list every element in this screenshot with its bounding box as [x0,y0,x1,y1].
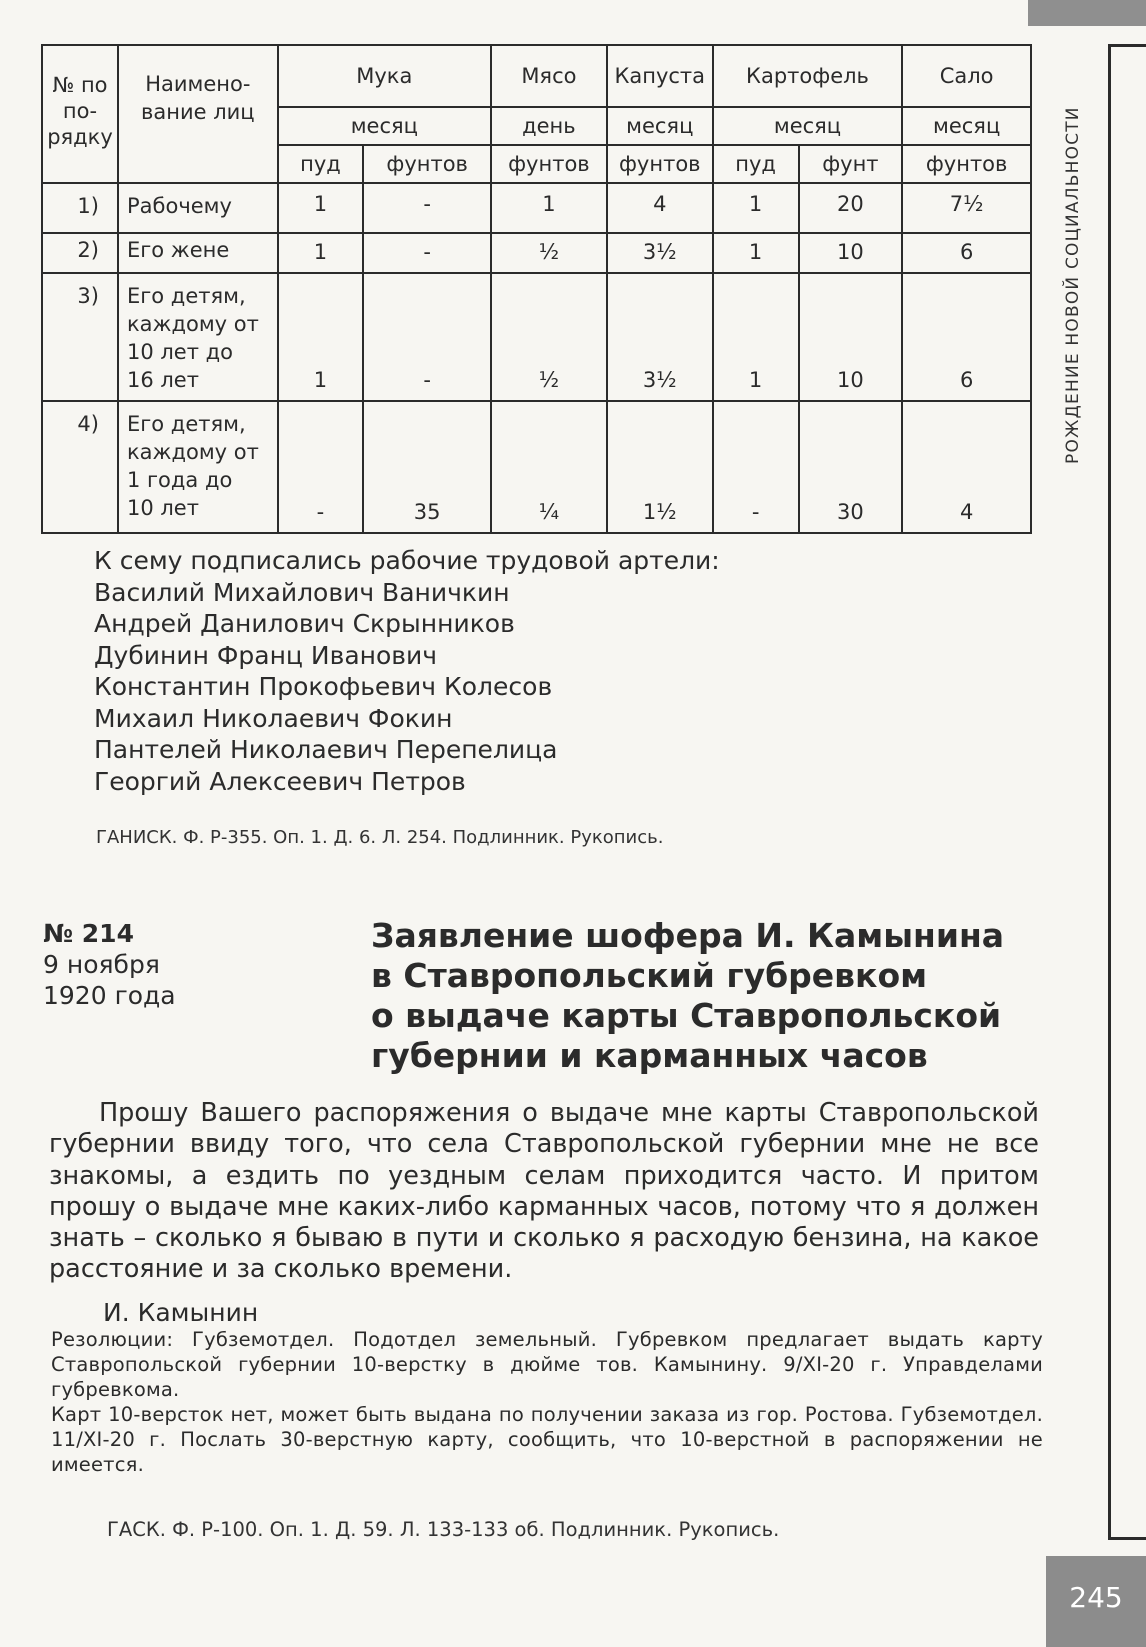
cell: 4 [607,183,713,233]
signatory-name: Михаил Николаевич Фокин [94,703,453,733]
signatures-intro: К сему подписались рабочие трудовой артели: [94,546,720,575]
document-title-line: в Ставропольский губревком [371,956,928,995]
header-unit: фунтов [363,145,491,183]
body-paragraph: Прошу Вашего распоряжения о выдаче мне карты Ставропольской губернии ввиду того, что села Ставропольской губернии мне не все знакомы, а ездить по уездным селам приходится часто. И притом прошу о выдаче мне каких-либо карманных часов, потому что я должен знать – сколько я бываю в пути и сколько я расходую бензина, на какое расстояние и за сколько времени. [49,1098,1039,1285]
document-date: 9 ноября [43,950,160,979]
header-unit: фунт [799,145,903,183]
side-frame [1108,44,1146,1540]
row-num: 2) [42,233,118,273]
row-name-line: 10 лет [126,496,199,520]
header-period: месяц [278,107,491,145]
cell: 30 [799,401,903,533]
document-year: 1920 года [43,981,176,1010]
document-signer: И. Камынин [103,1298,259,1327]
table-row [42,401,1031,533]
header-period: месяц [607,107,713,145]
cell: 1½ [607,401,713,533]
document-number-text: № 214 [43,919,134,948]
ration-table [41,44,1032,534]
signatory-name: Василий Михайлович Ваничкин [94,577,510,607]
document-title-line: губернии и карманных часов [371,1036,928,1075]
resolutions [51,1327,1043,1477]
cell: - [363,233,491,273]
document-number [43,918,176,949]
header-period: месяц [713,107,903,145]
header-name-line: Наимено- [145,72,251,96]
header-name [118,45,278,183]
table-row [42,273,1031,401]
header-period: месяц [902,107,1031,145]
cell: 35 [363,401,491,533]
signatory-name: Константин Прокофьевич Колесов [94,672,553,701]
table-row [42,183,1031,233]
signatory-name: Пантелей Николаевич Перепелица [94,735,558,764]
header-unit: пуд [713,145,799,183]
cell: 3½ [607,233,713,273]
header-unit: пуд [278,145,364,183]
cell: 7½ [902,183,1031,233]
row-name [118,401,278,533]
row-name-line: 1 года до [126,468,233,492]
header-name-line: вание лиц [141,100,255,124]
cell: 1 [278,183,364,233]
header-product: Капуста [607,45,713,107]
signatory-name: Андрей Данилович Скрынников [94,609,515,638]
row-num: 4) [42,401,118,533]
archive-source: ГАСК. Ф. Р-100. Оп. 1. Д. 59. Л. 133-133 об. Подлинник. Рукопись. [107,1518,780,1541]
header-product: Сало [902,45,1031,107]
header-num-line: рядку [47,125,113,149]
cell: ¼ [491,401,607,533]
row-num: 3) [42,273,118,401]
row-name-line: Его детям, [126,412,246,436]
cell: 10 [799,233,903,273]
document-title-line: Заявление шофера И. Камынина [371,916,1005,955]
cell: 6 [902,233,1031,273]
signatory-name: Дубинин Франц Иванович [94,640,438,670]
cell: 1 [713,183,799,233]
row-name-line: Его детям, [126,284,246,308]
header-product: Мясо [491,45,607,107]
row-name [118,183,278,233]
running-head: РОЖДЕНИЕ НОВОЙ СОЦИАЛЬНОСТИ [1063,106,1083,464]
resolution-paragraph: Карт 10-версток нет, может быть выдана по получении заказа из гор. Ростова. Губземотдел. 11/XI-20 г. Послать 30-верстную карту, сообщить, что 10-верстной в распоряжении не имеется. [51,1403,1043,1476]
cell: - [363,183,491,233]
header-product: Мука [278,45,491,107]
cell: 20 [799,183,903,233]
page-number: 245 [1046,1556,1146,1647]
row-num: 1) [42,183,118,233]
row-name-line: 16 лет [126,368,199,392]
table-row [42,233,1031,273]
archive-source: ГАНИСК. Ф. Р-355. Оп. 1. Д. 6. Л. 254. Подлинник. Рукопись. [96,827,664,848]
signatures-block [94,545,720,797]
header-product: Картофель [713,45,903,107]
row-name-line: 10 лет до [126,340,233,364]
document-title [371,916,1031,1076]
cell: 1 [713,233,799,273]
cell: 1 [491,183,607,233]
cell: ½ [491,273,607,401]
row-name [118,273,278,401]
header-num [42,45,118,183]
cell: 6 [902,273,1031,401]
cell: 4 [902,401,1031,533]
cell: 1 [278,233,364,273]
resolution-paragraph: Резолюции: Губземотдел. Подотдел земельный. Губревком предлагает выдать карту Ставропольской губернии 10-верстку в дюйме тов. Камынину. 9/XI-20 г. Управделами губревкома. [51,1328,1043,1401]
cell: 3½ [607,273,713,401]
header-num-line: по- [62,99,98,123]
header-num-line: № по [52,73,108,97]
cell: - [278,401,364,533]
header-unit: фунтов [491,145,607,183]
row-name-line: каждому от [126,440,259,464]
header-unit: фунтов [902,145,1031,183]
header-period: день [491,107,607,145]
row-name [118,233,278,273]
header-unit: фунтов [607,145,713,183]
corner-tab [1028,0,1146,26]
row-name-line: Его жене [126,238,230,262]
cell: - [363,273,491,401]
row-name-line: каждому от [126,312,259,336]
row-name-line: Рабочему [126,194,232,218]
document-body [49,1098,1039,1286]
cell: 1 [713,273,799,401]
signatory-name: Георгий Алексеевич Петров [94,766,466,796]
cell: ½ [491,233,607,273]
document-meta [43,918,176,1011]
cell: - [713,401,799,533]
cell: 10 [799,273,903,401]
document-title-line: о выдаче карты Ставропольской [371,996,1002,1035]
cell: 1 [278,273,364,401]
